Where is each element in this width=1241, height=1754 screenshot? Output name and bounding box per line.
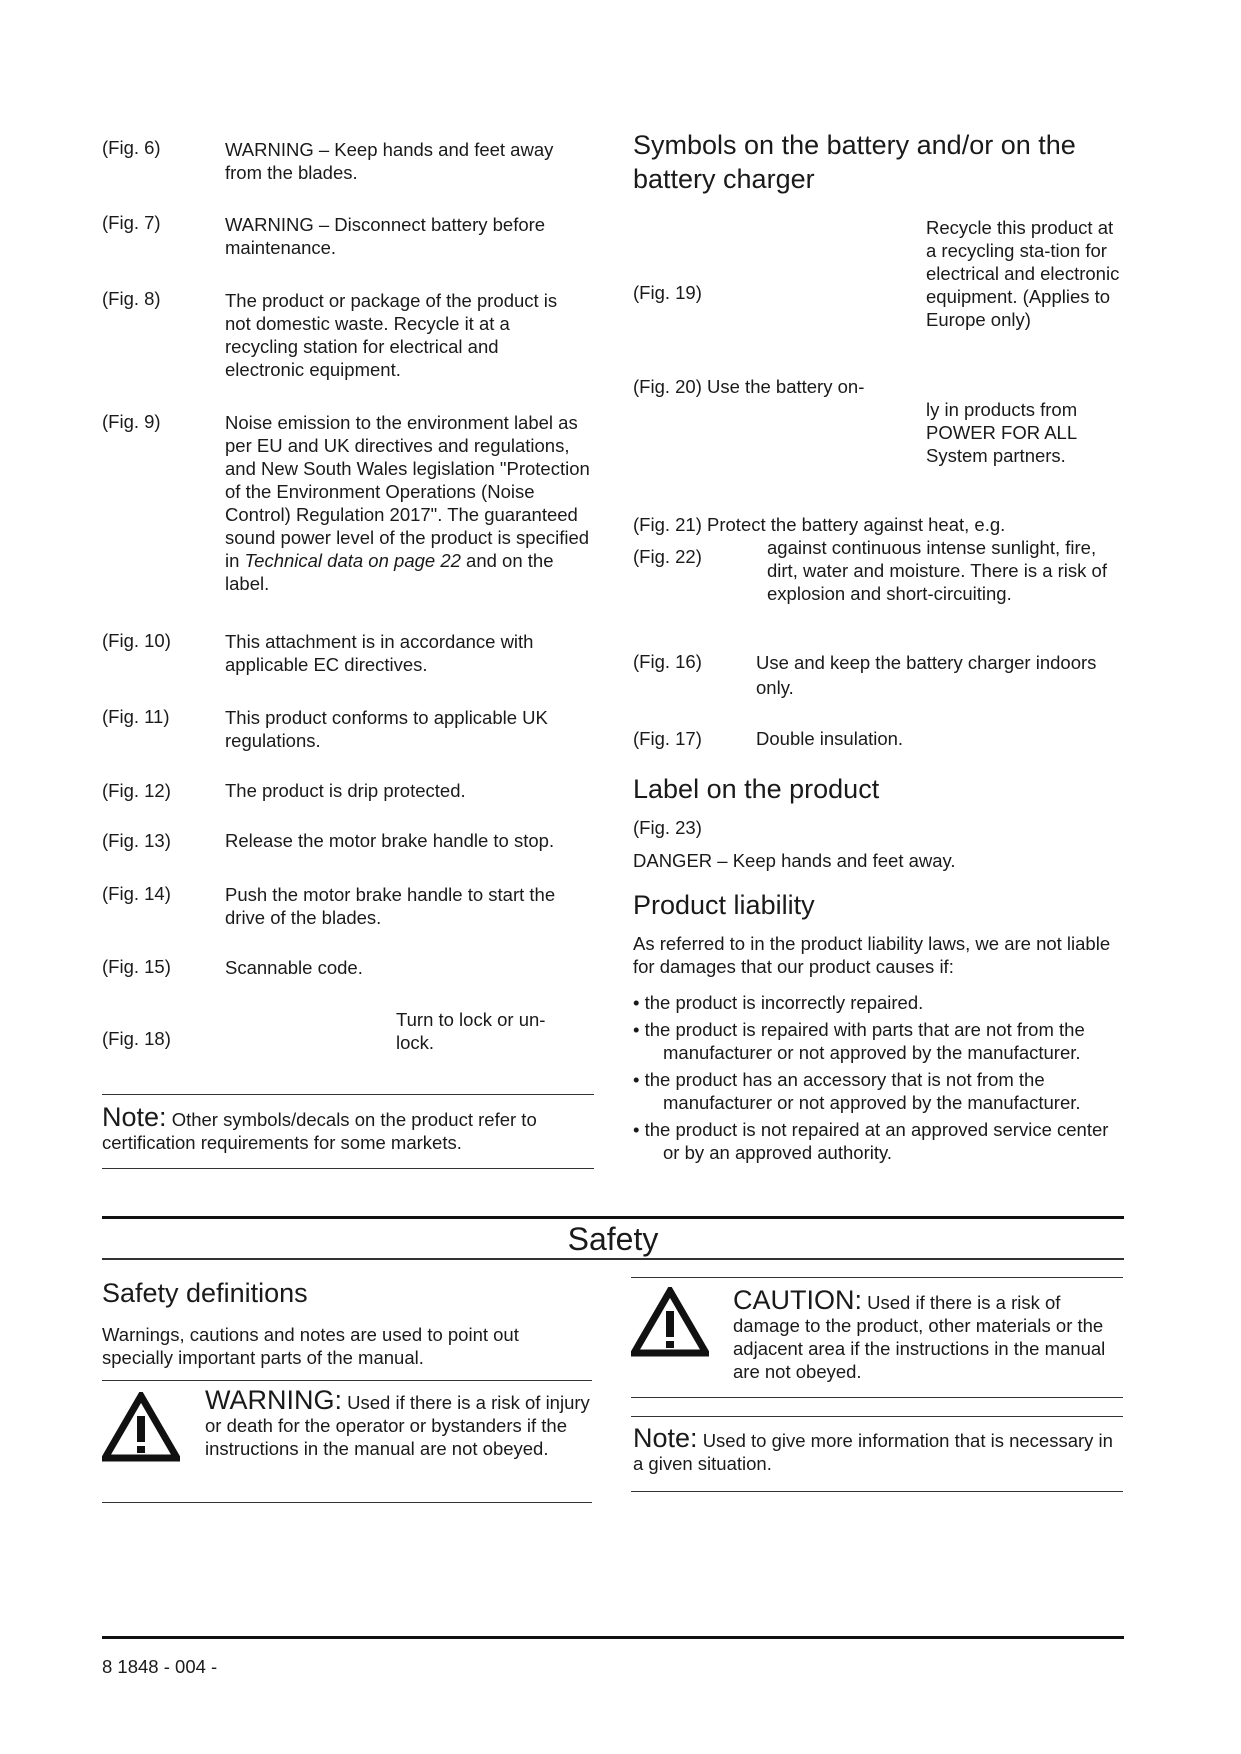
fig-13-ref: (Fig. 13) [102, 830, 171, 851]
list-item: • the product is repaired with parts that are not from the manufacturer or not approved by the manufacturer. [633, 1019, 1085, 1063]
fig-6-text: WARNING – Keep hands and feet away from the blades. [225, 139, 554, 183]
fig-10-ref: (Fig. 10) [102, 630, 171, 651]
warning-box [205, 1385, 597, 1460]
warning-lead: WARNING: [205, 1385, 342, 1415]
danger-text: DANGER – Keep hands and feet away. [633, 850, 956, 871]
fig-21-ref: (Fig. 21) Protect the battery against heat, e.g. [633, 514, 1006, 535]
fig-8-text: The product or package of the product is not domestic waste. Recycle it at a recycling station for electrical and electronic equipment. [225, 290, 558, 380]
note-bottom-rule [102, 1168, 594, 1169]
fig-17-text: Double insulation. [756, 728, 904, 749]
liability-intro: As referred to in the product liability laws, we are not liable for damages that our product causes if: [633, 933, 1111, 977]
footer-rule [102, 1636, 1124, 1639]
fig-22-ref: (Fig. 22) [633, 546, 702, 567]
fig-15-ref: (Fig. 15) [102, 956, 171, 977]
fig-18-text: Turn to lock or un-lock. [396, 1009, 546, 1053]
caution-bottom-rule [631, 1397, 1123, 1398]
fig-12-ref: (Fig. 12) [102, 780, 171, 801]
liability-heading: Product liability [633, 890, 815, 920]
safety-definitions-heading: Safety definitions [102, 1278, 308, 1308]
fig-6-ref: (Fig. 6) [102, 137, 161, 158]
fig-9-text [225, 411, 600, 595]
warning-text: Used if there is a risk of injury or death for the operator or bystanders if the instructions in the manual are not obeyed. [205, 1392, 590, 1459]
safety-definitions-text: Warnings, cautions and notes are used to point out specially important parts of the manual. [102, 1324, 519, 1368]
fig-9-after: and on the label. [225, 550, 554, 594]
note-text: Other symbols/decals on the product refer to certification requirements for some markets. [102, 1109, 537, 1153]
fig-19-ref: (Fig. 19) [633, 282, 702, 303]
fig-8-ref: (Fig. 8) [102, 288, 161, 309]
fig-10-text: This attachment is in accordance with applicable EC directives. [225, 631, 534, 675]
caution-lead: CAUTION: [733, 1285, 863, 1315]
caution-top-rule [631, 1277, 1123, 1278]
fig-7-ref: (Fig. 7) [102, 212, 161, 233]
safety-note-bottom-rule [631, 1491, 1123, 1492]
fig-18-ref: (Fig. 18) [102, 1028, 171, 1049]
battery-symbols-heading: Symbols on the battery and/or on the battery charger [633, 130, 1076, 194]
caution-box [733, 1285, 1118, 1383]
safety-note-lead: Note: [633, 1423, 698, 1453]
warning-triangle-icon [102, 1392, 180, 1462]
fig-19-text: Recycle this product at a recycling sta-tion for electrical and electronic equipment. (Applies to Europe only) [926, 217, 1120, 330]
fig-9-body: Noise emission to the environment label as per EU and UK directives and regulations, and New South Wales legislation "Protection of the Environment Operations (Noise Control) Regulation 2017". The guaranteed sound power level of the product is specified in [225, 412, 590, 571]
caution-triangle-icon [631, 1287, 709, 1357]
safety-note-top-rule [631, 1416, 1123, 1417]
fig-9-ref: (Fig. 9) [102, 411, 161, 432]
fig-20-ref: (Fig. 20) Use the battery on- [633, 376, 865, 397]
fig-13-text: Release the motor brake handle to stop. [225, 830, 555, 851]
caution-text: Used if there is a risk of damage to the product, other materials or the adjacent area if the instructions in the manual are not obeyed. [733, 1292, 1106, 1382]
fig-11-ref: (Fig. 11) [102, 706, 170, 727]
safety-note-text: Used to give more information that is necessary in a given situation. [633, 1430, 1113, 1474]
note-top-rule [102, 1094, 594, 1095]
fig-12-text: The product is drip protected. [225, 780, 466, 801]
list-item: • the product is not repaired at an approved service center or by an approved authority. [633, 1119, 1109, 1163]
fig-23-ref: (Fig. 23) [633, 817, 702, 838]
page-number: 8 1848 - 004 - [102, 1656, 218, 1677]
fig-22-text: against continuous intense sunlight, fire, dirt, water and moisture. There is a risk of explosion and short-circuiting. [767, 537, 1107, 604]
technical-data-link[interactable]: Technical data on page 22 [244, 550, 461, 571]
warning-bottom-rule [102, 1502, 592, 1503]
fig-20-text: ly in products from POWER FOR ALL System partners. [926, 399, 1078, 466]
label-heading: Label on the product [633, 774, 880, 804]
safety-note-box [633, 1423, 1123, 1475]
fig-7-text: WARNING – Disconnect battery before maintenance. [225, 214, 546, 258]
safety-banner: Safety [567, 1221, 659, 1257]
fig-17-ref: (Fig. 17) [633, 728, 702, 749]
list-item: • the product has an accessory that is not from the manufacturer or not approved by the manufacturer. [633, 1069, 1081, 1113]
list-item: • the product is incorrectly repaired. [633, 992, 924, 1013]
fig-14-text: Push the motor brake handle to start the drive of the blades. [225, 884, 556, 928]
note-lead: Note: [102, 1102, 167, 1132]
fig-11-text: This product conforms to applicable UK regulations. [225, 707, 548, 751]
safety-top-rule [102, 1216, 1124, 1219]
left-note [102, 1102, 594, 1154]
warning-top-rule [102, 1380, 592, 1381]
fig-14-ref: (Fig. 14) [102, 883, 171, 904]
safety-bottom-rule [102, 1258, 1124, 1260]
fig-16-text: Use and keep the battery charger indoors only. [756, 652, 1097, 698]
fig-15-text: Scannable code. [225, 957, 363, 978]
fig-16-ref: (Fig. 16) [633, 651, 702, 672]
liability-list [633, 991, 1115, 1168]
